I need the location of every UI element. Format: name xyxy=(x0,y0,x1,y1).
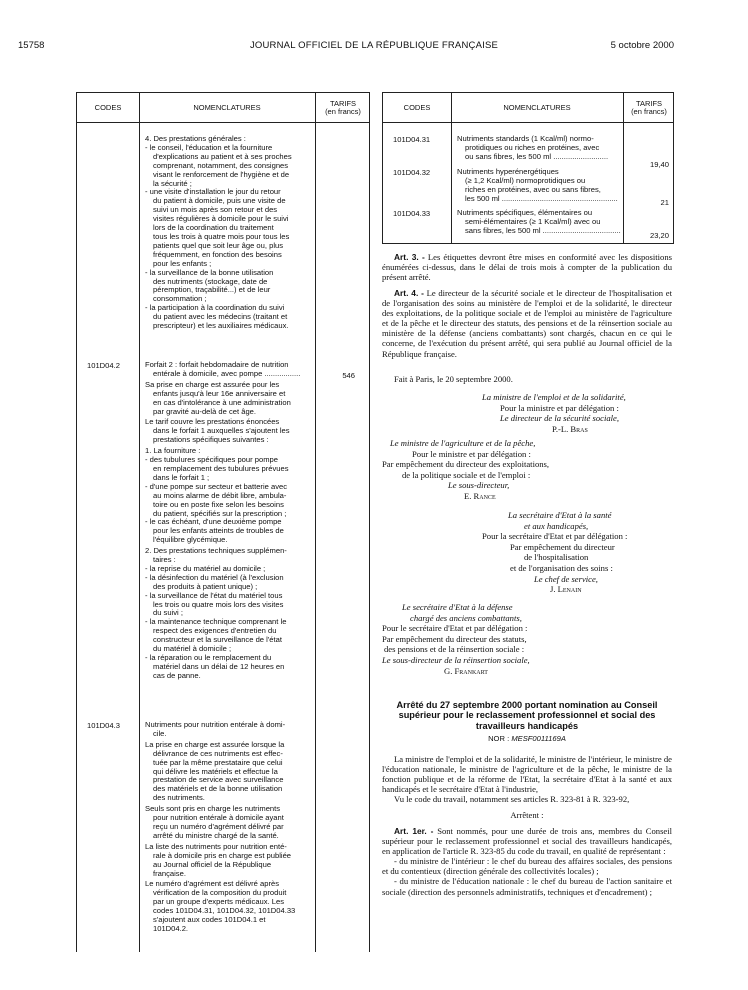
nomenclature-line: les 500 ml ....................................................... xyxy=(465,193,618,203)
nomenclature-line: Nutriments hyperénergétiques xyxy=(457,167,559,176)
nomenclature-line: - la maintenance technique comprenant le xyxy=(145,617,287,627)
tarifs-header: TARIFS (en francs) xyxy=(325,98,361,116)
nomenclature-line: par gravité au-delà de cet âge. xyxy=(153,406,257,416)
article-1: Art. 1er. - Sont nommés, pour une durée de trois ans, membres du Conseil supérieur pour le reclassement professionnel et social des travailleurs handicapés, en application de l'article R. 323-85 du code du travail, en qualité de représentant : - du ministre de l'intérieur : le chef du bureau des affaires sociales, des pensions et du contentieux (direction générale des collectivités locales) ; - du ministre de l'éducation nationale : le chef du bureau de l'action sanitaire et sociale (direction des personnels administratifs, techniques et d'encadrement) ; xyxy=(382,826,673,897)
tarif-cell: 21 xyxy=(660,198,669,207)
code-cell: 101D04.32 xyxy=(393,168,431,177)
nomenclature-line: - le cas échéant, d'une deuxième pompe xyxy=(145,517,282,527)
signature-block-3: La secrétaire d'Etat à la santé et aux handicapés, Pour la secrétaire d'Etat et par délégation : Par empêchement du directeur de l'hospitalisation et de l'organisation des soins : Le chef de service, J. Lenain xyxy=(482,510,628,595)
nomenclature-line: française. xyxy=(153,868,186,878)
nomenclature-line: respect des exigences d'entretien du xyxy=(153,626,277,636)
nomenclature-line: rale à domicile pris en charge est publiée xyxy=(153,850,292,860)
nomenclature-line: péremption, traçabilité...) et de leur xyxy=(153,285,271,295)
nomenclature-line: riches en protéines, avec ou sans fibres, xyxy=(465,184,601,194)
nomenclature-line: - la participation à la coordination du suivi xyxy=(145,303,285,313)
nomenclature-line: du patient, spécifiés sur la prescription ; xyxy=(153,508,287,518)
nutriments-block xyxy=(145,721,311,934)
nomenclature-line: 4. Des prestations générales : xyxy=(145,134,246,143)
nomenclature-line: pour les enfants atteints de troubles de xyxy=(153,526,284,536)
nomenclature-cell xyxy=(457,209,623,236)
nomenclature-line: taires : xyxy=(153,555,176,565)
nomenclature-line: ou sans fibres, les 500 ml .......................... xyxy=(465,151,609,161)
nomenclature-line: en remplacement des tubulures prévues xyxy=(153,463,289,473)
arrete-title: Arrêté du 27 septembre 2000 portant nomination au Conseil supérieur pour le reclassement professionnel et social des travailleurs handicapés xyxy=(396,700,658,731)
article-3: Art. 3. - Les étiquettes devront être mises en conformité avec les dispositions énumérées ci-dessus, dans le délai de trois mois à compter de la publication du présent arrêté. xyxy=(382,252,672,283)
signature-block-4: Le secrétaire d'Etat à la défense chargé des anciens combattants, Pour le secrétaire d'Etat et par délégation : Par empêchement du directeur des statuts, des pensions et de la réinsertion sociale : Le sous-directeur de la réinsertion sociale, G. Frankart xyxy=(382,602,530,676)
nomenclature-line: délivrance de ces nutriments est effec- xyxy=(153,748,283,758)
nomenclature-line: - la désinfection du matériel (à l'exclusion xyxy=(145,572,284,582)
nomenclature-line: La prise en charge est assurée lorsque la xyxy=(145,739,285,749)
nomenclature-line: d'explications au patient et à ses proches xyxy=(153,151,292,161)
tarif-cell: 546 xyxy=(342,371,355,380)
table-header xyxy=(383,93,673,123)
nomenclature-line: visites régulières à domicile pour le suivi xyxy=(153,214,289,224)
nomenclature-line: fréquemment, en fonction des besoins xyxy=(153,249,282,259)
nomenclature-line: par un groupe d'experts médicaux. Les xyxy=(153,897,285,907)
code-cell: 101D04.3 xyxy=(87,721,120,730)
code-cell: 101D04.33 xyxy=(393,209,431,218)
nomenclature-line: des matériels et de la bonne utilisation xyxy=(153,784,283,794)
nomenclature-line: Nutriments standards (1 Kcal/ml) normo- xyxy=(457,134,594,143)
nomenclature-line: sans fibres, les 500 ml ..................................... xyxy=(465,225,621,235)
nomenclature-line: matériel dans un délai de 12 heures en xyxy=(153,661,285,671)
column-divider xyxy=(315,93,316,952)
nomenclature-line: en cas d'intolérance à une administration xyxy=(153,397,291,407)
nomenclature-line: - une visite d'installation le jour du retour xyxy=(145,187,281,197)
nomenclature-line: La liste des nutriments pour nutrition enté- xyxy=(145,841,287,851)
nomenclature-line: des produits à patient unique) ; xyxy=(153,581,258,591)
nomenclature-line: prestation de service avec surveillance xyxy=(153,775,284,785)
nomenclature-line: patients quel que soit leur âge ou, plus xyxy=(153,240,284,250)
nomenclature-line: Le numéro d'agrément est délivré après xyxy=(145,879,279,889)
nomenclature-line: du patient avec les médecins (traitant et xyxy=(153,312,288,322)
nomenclature-line: semi-élémentaires (≥ 1 Kcal/ml) avec ou xyxy=(465,216,601,226)
nomenclature-line: toire ou en poste fixe selon les besoins xyxy=(153,499,284,509)
forfait-2-block xyxy=(145,361,311,681)
journal-title: JOURNAL OFFICIEL DE LA RÉPUBLIQUE FRANÇAISE xyxy=(249,40,499,51)
nomenclature-line: prestations spécifiques suivantes : xyxy=(153,435,269,445)
nomenclature-line: Le tarif couvre les prestations énoncées xyxy=(145,417,280,427)
nomenclature-line: comprenant, notamment, des consignes xyxy=(153,160,289,170)
nomenclature-line: dans le forfait 1 ; xyxy=(153,472,210,482)
nomenclature-line: codes 101D04.31, 101D04.32, 101D04.33 xyxy=(153,906,296,916)
nor-reference: NOR : MESF0011169A xyxy=(488,734,566,743)
preamble: La ministre de l'emploi et de la solidarité, le ministre de l'intérieur, le ministre de l'éducation nationale, le ministre de l'agriculture et de la pêche, le ministre de la fonction publique et de la réforme de l'Etat, la secrétaire d'Etat à la santé et aux handicapés et le secrétaire d'Etat à l'industrie, Vu le code du travail, notamment ses articles R. 323-81 à R. 323-92, xyxy=(382,754,672,805)
nomenclature-line: les trois ou quatre mois lors des visites xyxy=(153,599,284,609)
code-cell: 101D04.2 xyxy=(87,361,120,370)
nomenclature-line: au Journal officiel de la République xyxy=(153,859,272,869)
nomenclature-line: visant le renforcement de l'hygiène et de xyxy=(153,169,290,179)
nomenclature-line: 2. Des prestations techniques supplémen- xyxy=(145,546,287,556)
tarifs-header: TARIFS (en francs) xyxy=(631,98,667,116)
fait-a-paris: Fait à Paris, le 20 septembre 2000. xyxy=(394,374,513,384)
nomenclatures-header: NOMENCLATURES xyxy=(503,102,571,112)
issue-date: 5 octobre 2000 xyxy=(610,40,674,51)
nomenclature-line: dans le forfait 1 auxquelles s'ajoutent les xyxy=(153,426,290,436)
nomenclature-cell xyxy=(457,135,623,162)
nomenclature-line: - d'une pompe sur secteur et batterie avec xyxy=(145,481,288,491)
nomenclature-line: tous les trois à quatre mois pour tous les xyxy=(153,231,290,241)
nomenclature-line: cile. xyxy=(153,728,167,738)
nomenclature-line: s'ajoutent aux codes 101D04.1 et xyxy=(153,915,266,925)
nomenclature-line: du patient à domicile, puis une visite de xyxy=(153,196,286,206)
nomenclature-line: - la reprise du matériel au domicile ; xyxy=(145,563,266,573)
nomenclature-line: au moins alarme de débit libre, ambula- xyxy=(153,490,287,500)
nomenclature-line: tuée par la même prestataire que celui xyxy=(153,757,283,767)
nomenclature-line: du matériel à domicile ; xyxy=(153,644,232,654)
code-cell: 101D04.31 xyxy=(393,135,431,144)
nomenclature-line: Forfait 2 : forfait hebdomadaire de nutrition xyxy=(145,360,289,369)
nomenclature-line: des nutriments. xyxy=(153,793,205,803)
nomenclature-line: la sécurité ; xyxy=(153,178,192,188)
nomenclature-line: - la surveillance de l'état du matériel tous xyxy=(145,590,283,600)
column-divider xyxy=(139,93,140,952)
page-number: 15758 xyxy=(18,40,45,51)
article-4: Art. 4. - Le directeur de la sécurité sociale et le directeur de l'hospitalisation et de l'organisation des soins au ministère de l'emploi et de la solidarité, le directeur des exploitations, de la politique sociale et de l'emploi au ministère de l'agriculture et de la pêche et le directeur des statuts, des pensions et de la réinsertion sociale au ministère de la défense (anciens combattants) sont chargés, chacun en ce qui le concerne, de l'exécution du présent arrêté, qui sera publié au Journal officiel de la République française. xyxy=(382,288,672,359)
nomenclature-line: 1. La fourniture : xyxy=(145,446,201,456)
nomenclature-line: 101D04.2. xyxy=(153,923,189,933)
nomenclature-line: Nutriments pour nutrition entérale à domi- xyxy=(145,720,286,729)
nomenclature-line: du suivi ; xyxy=(153,608,183,618)
nomenclatures-header: NOMENCLATURES xyxy=(193,102,261,112)
running-header xyxy=(0,40,748,54)
nomenclature-line: enfants jusqu'à leur 16e anniversaire et xyxy=(153,388,286,398)
nomenclature-cell xyxy=(457,168,623,204)
nomenclature-line: reçu un numéro d'agrément délivré par xyxy=(153,821,284,831)
nomenclature-line: - la réparation ou le remplacement du xyxy=(145,653,272,662)
codes-header: CODES xyxy=(94,102,122,112)
nomenclature-line: arrêté du ministre chargé de la santé. xyxy=(153,830,279,840)
nomenclature-line: protidiques ou riches en protéines, avec xyxy=(465,142,600,152)
nomenclature-line: Seuls sont pris en charge les nutriments xyxy=(145,804,281,814)
nomenclature-line: Sa prise en charge est assurée pour les xyxy=(145,379,280,389)
nomenclature-line: pour les enfants ; xyxy=(153,258,212,268)
nomenclature-line: - le conseil, l'éducation et la fourniture xyxy=(145,142,273,152)
nomenclature-line: prescripteur) et les auxiliaires médicaux. xyxy=(153,321,289,331)
tarif-cell: 23,20 xyxy=(649,231,669,240)
nomenclature-line: suivi un mois après son retour et des xyxy=(153,205,278,215)
tarif-cell: 19,40 xyxy=(649,160,669,169)
column-divider xyxy=(451,93,452,243)
nomenclature-line: Nutriments spécifiques, élémentaires ou xyxy=(457,208,593,217)
nomenclature-line: - des tubulures spécifiques pour pompe xyxy=(145,455,278,465)
nomenclature-line: constructeur et la surveillance de l'état xyxy=(153,635,282,645)
nomenclature-line: cas de panne. xyxy=(153,670,201,680)
tariff-table-right xyxy=(382,92,674,244)
nomenclature-line: - la surveillance de la bonne utilisation xyxy=(145,267,274,277)
table-header xyxy=(77,93,369,123)
signature-block-1: La ministre de l'emploi et de la solidarité, Pour la ministre et par délégation : Le directeur de la sécurité sociale, P.-L. Bras xyxy=(482,392,626,434)
nomenclature-line: consommation ; xyxy=(153,294,207,304)
nomenclature-line: l'équilibre glycémique. xyxy=(153,535,228,545)
nomenclature-line: vérification de la composition du produit xyxy=(153,888,287,898)
nomenclature-line: des nutriments (stockage, date de xyxy=(153,276,268,286)
arretent: Arrêtent : xyxy=(510,810,544,820)
nomenclature-line: lors de la coordination du traitement xyxy=(153,223,274,233)
nomenclature-line: entérale à domicile, avec pompe ................. xyxy=(153,368,301,378)
tariff-table-left xyxy=(76,92,370,952)
general-services-block xyxy=(145,135,311,331)
nomenclature-line: (≥ 1,2 Kcal/ml) normoprotidiques ou xyxy=(465,175,586,185)
codes-header: CODES xyxy=(403,102,431,112)
signature-block-2: Le ministre de l'agriculture et de la pêche, Pour le ministre et par délégation : Par empêchement du directeur des exploitations, de la politique sociale et de l'emploi : Le sous-directeur, E. Rance xyxy=(382,438,550,501)
nomenclature-line: pour nutrition entérale à domicile ayant xyxy=(153,813,284,823)
nomenclature-line: qui délivre les matériels et effectue la xyxy=(153,766,278,776)
